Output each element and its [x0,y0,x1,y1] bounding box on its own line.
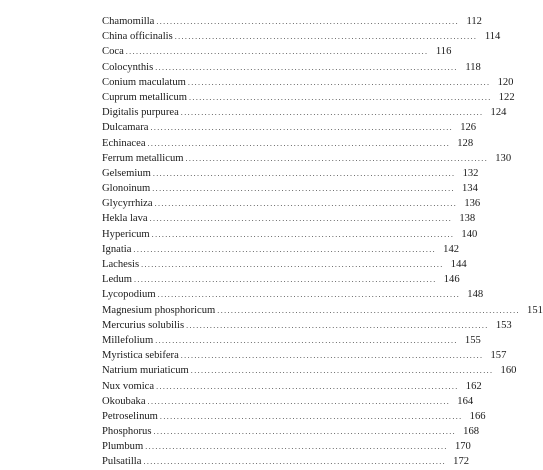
dot-leader: ......................................................................................... [159,411,463,421]
toc-entry-page: 170 [454,441,471,453]
toc-entry [102,29,501,44]
toc-entry [102,136,474,151]
toc-entry-page: 132 [462,167,479,179]
toc-entry-title: Ferrum metallicum [102,152,184,164]
toc-entry [102,454,470,469]
table-of-contents [102,14,543,470]
toc-entry-title: Colocynthis [102,61,154,73]
dot-leader: ......................................................................................... [147,396,451,406]
toc-entry-title: Conium maculatum [102,76,186,88]
toc-entry-page: 140 [461,228,478,240]
toc-entry [102,75,514,90]
toc-entry-page: 128 [457,137,474,149]
toc-entry-title: Hekla lava [102,213,148,225]
toc-entry-page: 112 [466,16,482,27]
toc-entry [102,333,481,348]
dot-leader: ......................................................................................... [141,260,444,269]
toc-entry [102,181,478,196]
dot-leader: ......................................................................................... [152,168,456,178]
dot-leader: ......................................................................................... [190,366,494,376]
toc-entry [102,303,543,318]
toc-entry-page: 160 [500,365,517,377]
dot-leader: ......................................................................................... [147,138,451,148]
toc-entry-title: Magnesium phosphoricum [102,304,216,316]
toc-entry-page: 148 [467,289,484,301]
toc-entry-title: Digitalis purpurea [102,107,179,119]
toc-entry-title: Lycopodium [102,289,156,301]
toc-entry-title: Plumbum [102,441,144,453]
toc-entry-title: Hypericum [102,228,150,240]
toc-entry-title: Millefolium [102,334,154,346]
toc-entry-title: Chamomilla [102,16,155,27]
toc-entry-page: 172 [453,456,470,468]
toc-entry-title: Petroselinum [102,410,158,422]
dot-leader: ......................................................................................... [150,123,454,133]
toc-entry-title: Glycyrrhiza [102,198,153,210]
dot-leader: ......................................................................................... [185,153,489,163]
dot-leader: ......................................................................................... [143,457,447,467]
toc-entry [102,196,481,211]
dot-leader: ......................................................................................... [155,335,458,345]
toc-entry-page: 164 [457,395,474,407]
toc-entry [102,60,481,75]
toc-entry-title: Echinacea [102,137,146,149]
dot-leader: ......................................................................................... [156,17,459,26]
toc-entry [102,272,460,287]
toc-entry-title: Mercurius solubilis [102,319,185,331]
dot-leader: ......................................................................................... [152,184,455,194]
toc-entry [102,105,507,120]
toc-entry [102,318,512,333]
toc-entry-title: Ledum [102,274,133,286]
toc-entry-title: Ignatia [102,243,132,255]
toc-entry-title: Coca [102,46,124,58]
toc-entry-page: 153 [495,319,512,331]
toc-entry-title: Glonoinum [102,183,151,195]
toc-entry-page: 126 [460,122,477,134]
toc-entry-page: 130 [495,152,512,164]
dot-leader: ......................................................................................... [149,214,453,224]
toc-entry [102,257,467,272]
dot-leader: ......................................................................................... [156,381,459,391]
toc-entry-page: 136 [464,198,481,210]
dot-leader: ......................................................................................... [145,442,448,452]
toc-entry [102,166,479,181]
toc-entry-page: 116 [435,46,452,58]
toc-entry [102,90,515,105]
toc-entry-page: 151 [527,304,543,316]
toc-entry-page: 114 [484,31,501,43]
toc-entry-title: Dulcamara [102,122,149,134]
toc-entry-title: Pulsatilla [102,456,142,468]
dot-leader: ......................................................................................... [155,62,458,72]
toc-entry-title: China officinalis [102,31,173,43]
toc-entry-page: 162 [465,380,482,392]
toc-entry [102,424,480,439]
dot-leader: ......................................................................................... [154,199,458,209]
toc-entry [102,242,460,257]
dot-leader: ......................................................................................... [180,108,484,118]
dot-leader: ......................................................................................... [174,32,478,42]
toc-entry-title: Nux vomica [102,380,155,392]
dot-leader: ......................................................................................... [180,351,484,361]
dot-leader: ......................................................................................... [125,47,429,57]
toc-entry-title: Lachesis [102,259,140,270]
toc-entry [102,151,512,166]
toc-entry [102,348,507,363]
toc-entry-page: 122 [498,91,515,103]
dot-leader: ......................................................................................... [186,320,489,330]
dot-leader: ......................................................................................... [134,275,437,285]
toc-entry-title: Okoubaka [102,395,146,407]
dot-leader: ......................................................................................... [187,77,491,87]
toc-entry [102,363,517,378]
toc-entry [102,227,478,242]
toc-entry-page: 138 [459,213,476,225]
toc-entry [102,409,486,424]
toc-entry-page: 144 [450,259,467,270]
toc-entry [102,211,476,226]
toc-entry [102,394,474,409]
toc-entry-page: 155 [464,334,481,346]
toc-entry-page: 166 [469,410,486,422]
dot-leader: ......................................................................................... [133,244,437,254]
toc-entry-title: Cuprum metallicum [102,91,188,103]
toc-entry-page: 134 [461,183,478,195]
toc-entry [102,439,471,454]
dot-leader: ......................................................................................... [189,92,492,102]
toc-entry-page: 168 [463,426,480,438]
toc-entry [102,44,452,59]
toc-entry-page: 157 [490,350,507,362]
toc-entry [102,120,477,135]
toc-entry-title: Natrium muriaticum [102,365,189,377]
toc-entry-title: Myristica sebifera [102,350,179,362]
toc-entry-page: 142 [443,243,460,255]
toc-entry-page: 118 [465,61,481,73]
dot-leader: ......................................................................................... [217,305,520,315]
toc-entry-title: Phosphorus [102,426,152,438]
toc-entry [102,379,482,394]
dot-leader: ......................................................................................... [157,290,461,300]
dot-leader: ......................................................................................... [151,229,455,239]
toc-entry-page: 124 [490,107,507,119]
toc-entry [102,14,482,29]
toc-entry-page: 146 [443,274,460,286]
toc-entry [102,287,484,302]
dot-leader: ......................................................................................... [153,427,457,437]
toc-entry-title: Gelsemium [102,167,151,179]
toc-entry-page: 120 [497,76,514,88]
